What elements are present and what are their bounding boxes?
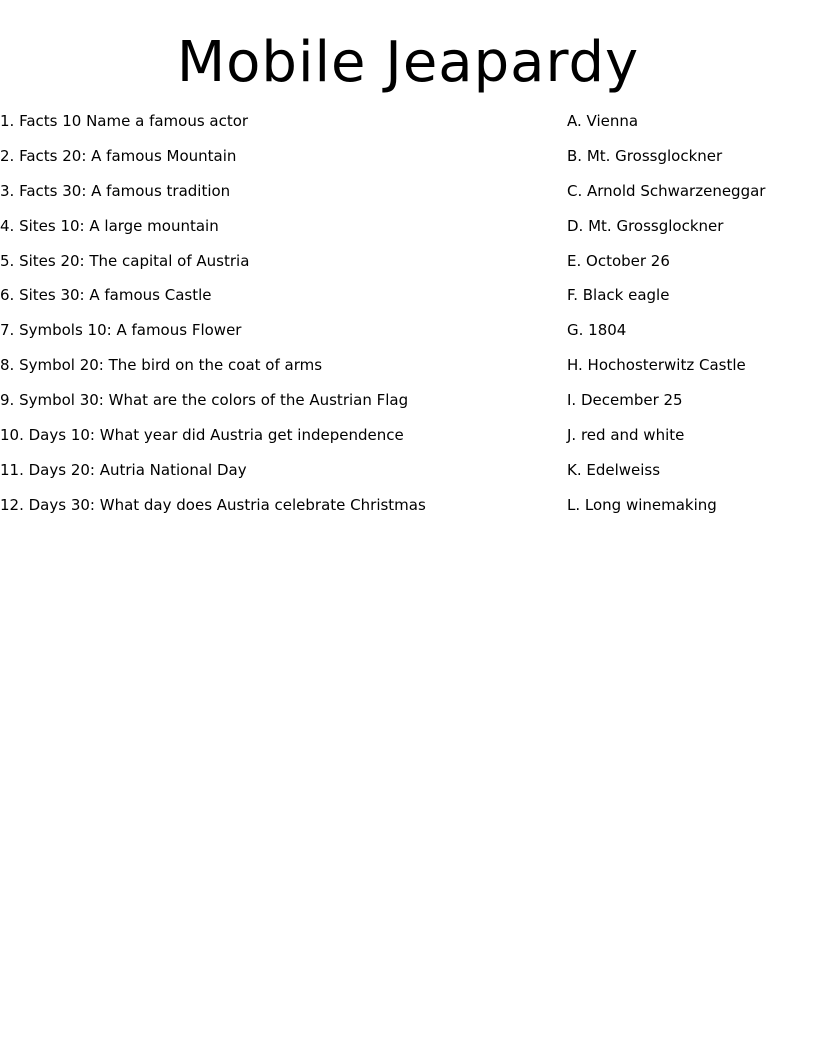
answer-item: K. Edelweiss	[567, 460, 661, 479]
questions-list	[0, 111, 540, 530]
question-item: 11. Days 20: Autria National Day	[0, 460, 247, 479]
question-item: 3. Facts 30: A famous tradition	[0, 181, 231, 200]
answer-item: I. December 25	[567, 391, 683, 410]
answer-item: J. red and white	[567, 426, 685, 445]
question-item: 12. Days 30: What day does Austria celebrate Christmas	[0, 495, 426, 514]
question-item: 4. Sites 10: A large mountain	[0, 216, 219, 235]
question-item: 5. Sites 20: The capital of Austria	[0, 251, 250, 270]
page-title: Mobile Jeapardy	[176, 30, 640, 95]
answer-item: G. 1804	[567, 321, 627, 340]
answer-item: B. Mt. Grossglockner	[567, 146, 723, 165]
answer-item: A. Vienna	[567, 112, 639, 130]
question-item: 8. Symbol 20: The bird on the coat of arms	[0, 356, 323, 375]
question-item: 7. Symbols 10: A famous Flower	[0, 321, 242, 340]
answer-item: E. October 26	[567, 251, 670, 270]
question-item: 6. Sites 30: A famous Castle	[0, 286, 212, 305]
answers-list	[567, 111, 816, 530]
answer-item: H. Hochosterwitz Castle	[567, 356, 746, 375]
question-item: 10. Days 10: What year did Austria get independence	[0, 426, 404, 445]
answer-item: F. Black eagle	[567, 286, 670, 305]
answer-item: D. Mt. Grossglockner	[567, 216, 724, 235]
answer-item: L. Long winemaking	[567, 495, 717, 514]
answer-item: C. Arnold Schwarzeneggar	[567, 181, 766, 200]
question-item: 2. Facts 20: A famous Mountain	[0, 146, 237, 165]
question-item: 1. Facts 10 Name a famous actor	[0, 112, 249, 130]
question-item: 9. Symbol 30: What are the colors of the Austrian Flag	[0, 391, 409, 410]
